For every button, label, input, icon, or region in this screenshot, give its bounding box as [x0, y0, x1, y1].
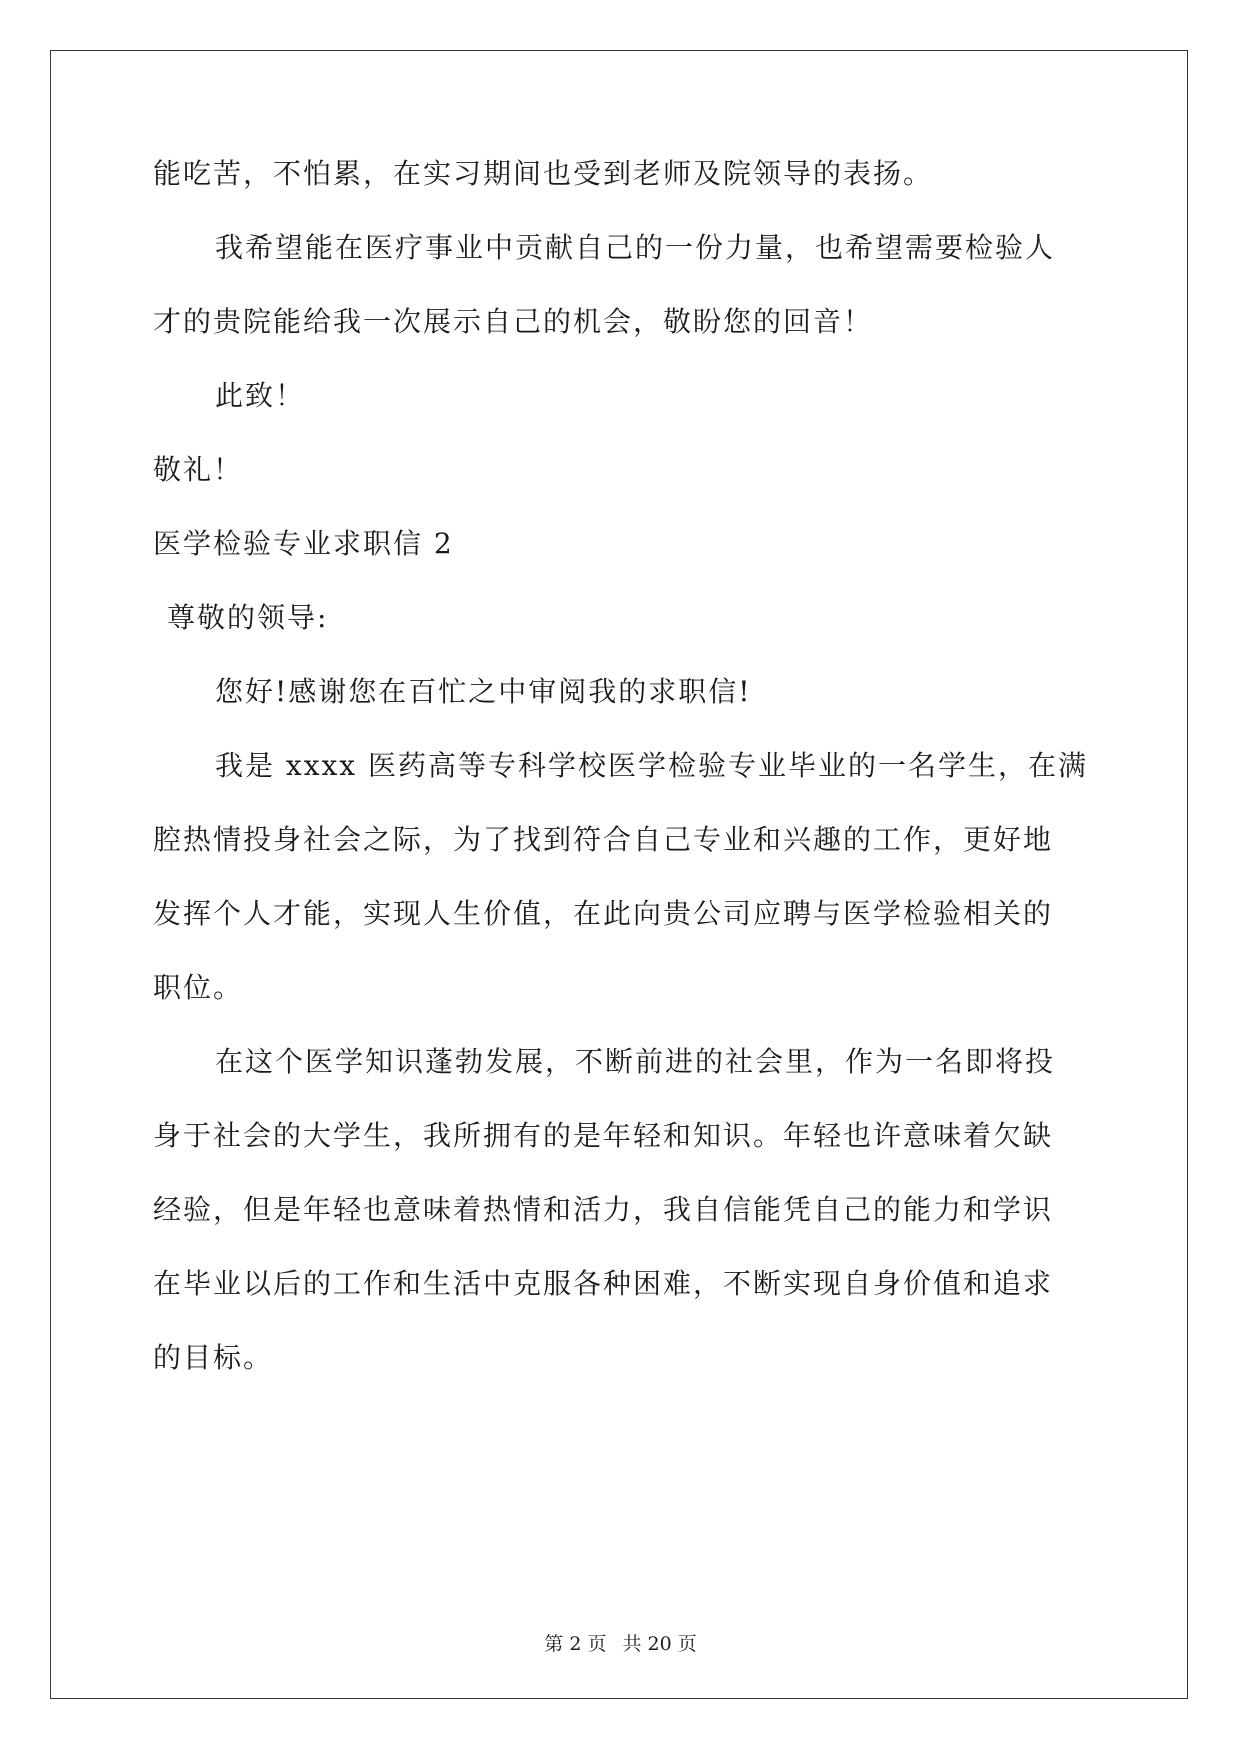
body-line-14: 身于社会的大学生，我所拥有的是年轻和知识。年轻也许意味着欠缺 — [153, 1119, 1054, 1152]
section-heading: 医学检验专业求职信 2 — [153, 527, 454, 560]
closing-salutation: 此致！ — [215, 379, 306, 412]
page-number: 第 2 页 — [544, 1633, 607, 1655]
body-line-3: 才的贵院能给我一次展示自己的机会，敬盼您的回音！ — [153, 305, 874, 338]
body-line-8: 您好!感谢您在百忙之中审阅我的求职信! — [215, 675, 752, 708]
greeting: 尊敬的领导: — [167, 601, 329, 634]
body-line-12: 职位。 — [153, 971, 244, 1004]
body-line-13: 在这个医学知识蓬勃发展，不断前进的社会里，作为一名即将投 — [215, 1045, 1056, 1078]
body-line-15: 经验，但是年轻也意味着热情和活力，我自信能凭自己的能力和学识 — [153, 1193, 1054, 1226]
body-line-9: 我是 xxxx 医药高等专科学校医学检验专业毕业的一名学生，在满 — [215, 749, 1088, 782]
body-line-2: 我希望能在医疗事业中贡献自己的一份力量，也希望需要检验人 — [215, 231, 1056, 264]
body-line-16: 在毕业以后的工作和生活中克服各种困难，不断实现自身价值和追求 — [153, 1267, 1054, 1300]
page-footer — [0, 1632, 1241, 1656]
body-line-11: 发挥个人才能，实现人生价值，在此向贵公司应聘与医学检验相关的 — [153, 897, 1054, 930]
page-total: 共 20 页 — [622, 1633, 697, 1655]
body-line-10: 腔热情投身社会之际，为了找到符合自己专业和兴趣的工作，更好地 — [153, 823, 1054, 856]
body-line-17: 的目标。 — [153, 1341, 274, 1374]
body-line-1: 能吃苦，不怕累，在实习期间也受到老师及院领导的表扬。 — [153, 157, 934, 190]
closing-regards: 敬礼！ — [153, 453, 244, 486]
page-border — [50, 50, 1188, 1699]
